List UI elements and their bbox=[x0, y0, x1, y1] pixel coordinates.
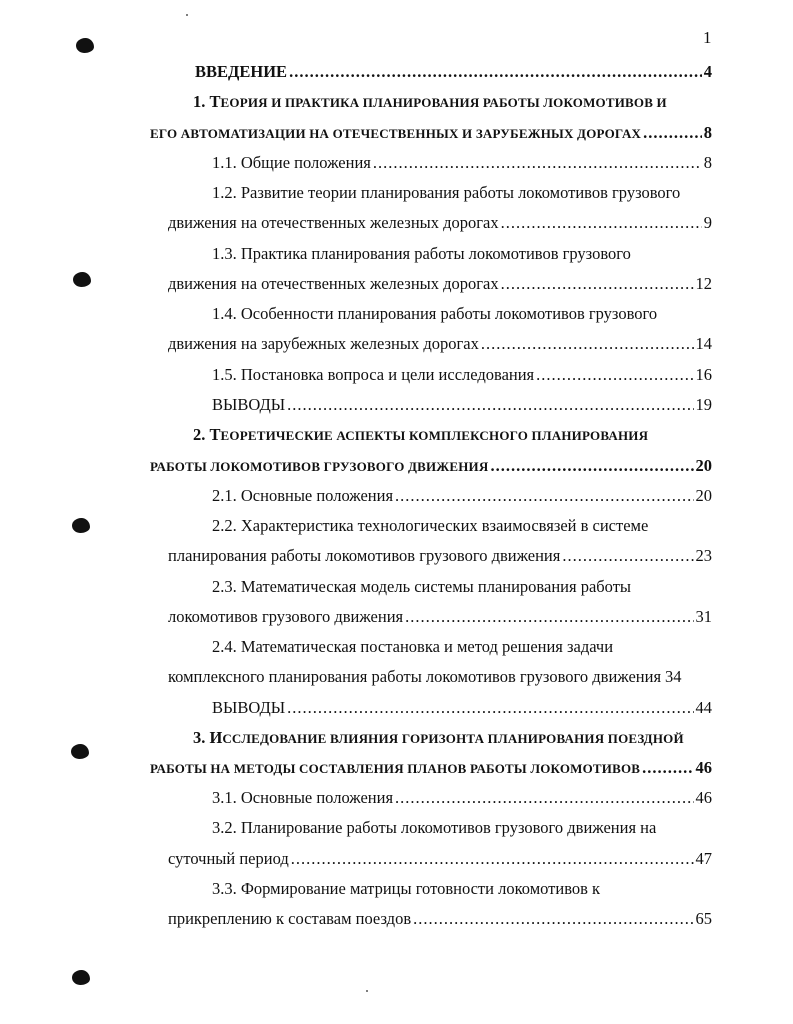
toc-section-1-3-line-1[interactable]: 1.3. Практика планирования работы локомотивов грузового bbox=[212, 244, 631, 263]
toc-section-1-2-line-1[interactable]: 1.2. Развитие теории планирования работы локомотивов грузового bbox=[212, 183, 681, 202]
toc-section-1-4-line-1[interactable]: 1.4. Особенности планирования работы локомотивов грузового bbox=[212, 304, 658, 323]
toc-section-2-2-line-1[interactable]: 2.2. Характеристика технологических взаимосвязей в системе bbox=[212, 516, 649, 535]
toc-chapter-2-line-1[interactable]: 2. Т ЕОРЕТИЧЕСКИЕ АСПЕКТЫ КОМПЛЕКСНОГО ПЛАНИРОВАНИЯ bbox=[193, 425, 649, 444]
punch-hole-mark bbox=[76, 38, 94, 53]
toc-section-3-3-line-2[interactable]: прикреплению к составам поездов ..... 65 bbox=[168, 905, 712, 933]
toc-chapter-1-line-2[interactable]: ЕГО АВТОМАТИЗАЦИИ НА ОТЕЧЕСТВЕННЫХ И ЗАРУБЕЖНЫХ ДОРОГАХ ..... 8 bbox=[150, 119, 712, 147]
toc-section-2-1[interactable]: 2.1. Основные положения ..... 20 bbox=[212, 482, 712, 510]
toc-conclusions-1[interactable]: ВЫВОДЫ ..... 19 bbox=[212, 391, 712, 419]
toc-conclusions-2[interactable]: ВЫВОДЫ ..... 44 bbox=[212, 694, 712, 722]
toc-section-3-2-line-2[interactable]: суточный период ..... 47 bbox=[168, 845, 712, 873]
punch-hole-mark bbox=[72, 970, 90, 985]
toc-section-2-3-line-1[interactable]: 2.3. Математическая модель системы планирования работы bbox=[212, 577, 632, 596]
toc-section-2-4-line-1[interactable]: 2.4. Математическая постановка и метод решения задачи bbox=[212, 637, 614, 656]
page-number: 1 bbox=[703, 28, 712, 47]
toc-chapter-3-line-2[interactable]: РАБОТЫ НА МЕТОДЫ СОСТАВЛЕНИЯ ПЛАНОВ РАБОТЫ ЛОКОМОТИВОВ ..... 46 bbox=[150, 754, 712, 782]
toc-section-1-3-line-2[interactable]: движения на отечественных железных дорогах ..... 12 bbox=[168, 270, 712, 298]
punch-hole-mark bbox=[72, 518, 90, 533]
toc-section-1-4-line-2[interactable]: движения на зарубежных железных дорогах ..... 14 bbox=[168, 330, 712, 358]
punch-hole-mark bbox=[73, 272, 91, 287]
toc-section-2-3-line-2[interactable]: локомотивов грузового движения ..... 31 bbox=[168, 603, 712, 631]
toc-section-1-5[interactable]: 1.5. Постановка вопроса и цели исследования ..... 16 bbox=[212, 361, 712, 389]
scan-speck bbox=[366, 990, 368, 992]
toc-section-3-3-line-1[interactable]: 3.3. Формирование матрицы готовности локомотивов к bbox=[212, 879, 601, 898]
toc-section-3-2-line-1[interactable]: 3.2. Планирование работы локомотивов грузового движения на bbox=[212, 818, 657, 837]
toc-chapter-2-line-2[interactable]: РАБОТЫ ЛОКОМОТИВОВ ГРУЗОВОГО ДВИЖЕНИЯ ..... 20 bbox=[150, 452, 712, 480]
toc-section-1-2-line-2[interactable]: движения на отечественных железных дорогах ..... 9 bbox=[168, 209, 712, 237]
toc-chapter-3-line-1[interactable]: 3. И ССЛЕДОВАНИЕ ВЛИЯНИЯ ГОРИЗОНТА ПЛАНИРОВАНИЯ ПОЕЗДНОЙ bbox=[193, 728, 684, 747]
toc-chapter-1-line-1[interactable]: 1. Т ЕОРИЯ И ПРАКТИКА ПЛАНИРОВАНИЯ РАБОТЫ ЛОКОМОТИВОВ И bbox=[193, 92, 667, 111]
toc-section-2-2-line-2[interactable]: планирования работы локомотивов грузового движения ..... 23 bbox=[168, 542, 712, 570]
toc-section-1-1[interactable]: 1.1. Общие положения ..... 8 bbox=[212, 149, 712, 177]
toc-section-2-4-line-2[interactable]: комплексного планирования работы локомотивов грузового движения 34 bbox=[168, 667, 682, 686]
toc-entry-introduction[interactable]: ВВЕДЕНИЕ ..... 4 bbox=[195, 58, 712, 86]
scan-speck bbox=[186, 14, 188, 16]
punch-hole-mark bbox=[71, 744, 89, 759]
toc-section-3-1[interactable]: 3.1. Основные положения ..... 46 bbox=[212, 784, 712, 812]
